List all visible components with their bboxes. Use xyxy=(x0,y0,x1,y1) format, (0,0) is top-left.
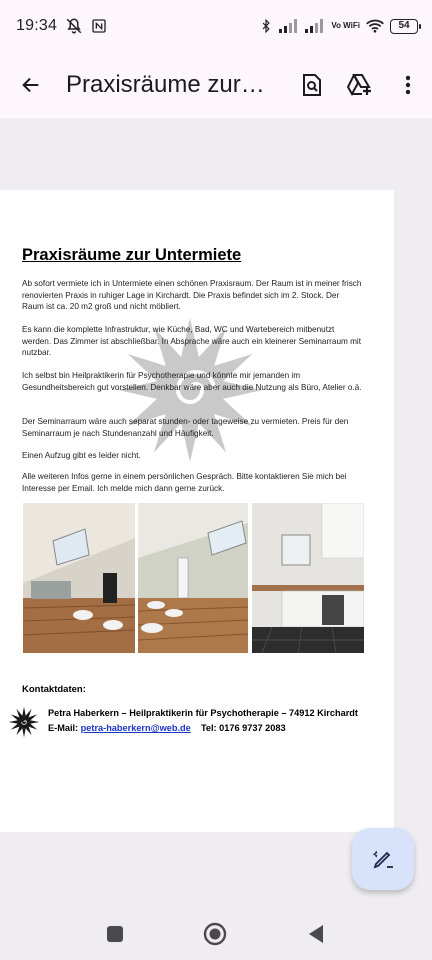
find-in-page-icon xyxy=(301,73,323,97)
paragraph: Ab sofort vermiete ich in Untermiete einen schönen Praxisraum. Der Raum ist in meiner frisch renovierten Praxis in ruhiger Lage in Kirchardt. Die Praxis befindet sich im 2. Stock. Der Raum ist ca. 20 m2 groß und nicht möbliert. xyxy=(22,279,362,311)
mute-icon xyxy=(65,17,83,35)
recents-button[interactable] xyxy=(103,922,127,946)
email-label: E-Mail: xyxy=(48,723,81,733)
system-nav-bar xyxy=(0,908,432,960)
paragraph: Der Seminarraum wäre auch separat stunden- oder tageweise zu vermieten. Preis für den Seminarraum je nach Stundenanzahl und Häufigkeit. xyxy=(22,417,349,438)
kitchen-photo xyxy=(252,503,364,653)
more-vert-icon xyxy=(405,75,411,95)
bluetooth-icon xyxy=(259,18,273,34)
contact-heading: Kontaktdaten: xyxy=(22,684,86,695)
signal-icon xyxy=(305,19,325,33)
arrow-back-icon xyxy=(20,74,42,96)
room-photo xyxy=(138,503,248,653)
nav-back-button[interactable] xyxy=(304,922,328,946)
signal-icon xyxy=(279,19,299,33)
back-triangle-icon xyxy=(307,924,325,944)
contact-email-line xyxy=(48,723,286,733)
paragraph: Ich selbst bin Heilpraktikerin für Psychotherapie und könnte mir jemanden im Gesundheitsbereich gut vorstellen. Denkbar wäre aber auch die Nutzung als Büro, Atelier o.ä. xyxy=(22,371,362,392)
battery-icon: 54 xyxy=(390,19,418,34)
status-bar xyxy=(0,0,432,52)
recents-square-icon xyxy=(106,925,124,943)
paragraph: Es kann die komplette Infrastruktur, wie Küche, Bad, WC und Wartebereich mitbenutzt werden. Das Zimmer ist abschließbar. In Absprache wäre auch ein kleinerer Seminarraum mit nutzbar. xyxy=(22,325,362,357)
home-button[interactable] xyxy=(203,922,227,946)
email-link[interactable]: petra-haberkern@web.de xyxy=(80,723,191,733)
room-photo xyxy=(23,503,135,653)
document-title: Praxisräume zur Untermiete xyxy=(22,246,242,264)
back-button[interactable] xyxy=(0,61,62,109)
paragraph: Alle weiteren Infos gerne in einem persönlichen Gespräch. Bitte kontaktieren Sie mich bei Interesse per Email. Ich melde mich dann gerne zurück. xyxy=(22,472,347,493)
phone-number: Tel: 0176 9737 2083 xyxy=(200,723,286,733)
edit-sparkle-icon xyxy=(371,847,395,871)
more-options-button[interactable] xyxy=(384,61,432,109)
sun-logo-icon xyxy=(8,706,40,738)
wifi-icon xyxy=(366,19,384,33)
status-time: 19:34 xyxy=(16,17,58,34)
edit-fab-button[interactable] xyxy=(352,828,414,890)
page-title: Praxisräume zur… xyxy=(66,71,265,98)
add-to-drive-icon xyxy=(347,74,373,96)
nfc-icon xyxy=(91,18,107,34)
paragraph: Einen Aufzug gibt es leider nicht. xyxy=(22,451,141,460)
contact-name-line: Petra Haberkern – Heilpraktikerin für Psychotherapie – 74912 Kirchardt xyxy=(48,708,358,718)
add-to-drive-button[interactable] xyxy=(336,61,384,109)
app-bar xyxy=(0,52,432,118)
vowifi-label: Vo WiFi xyxy=(331,21,360,30)
find-in-page-button[interactable] xyxy=(288,61,336,109)
document-page xyxy=(0,190,394,832)
home-circle-icon xyxy=(203,922,227,946)
